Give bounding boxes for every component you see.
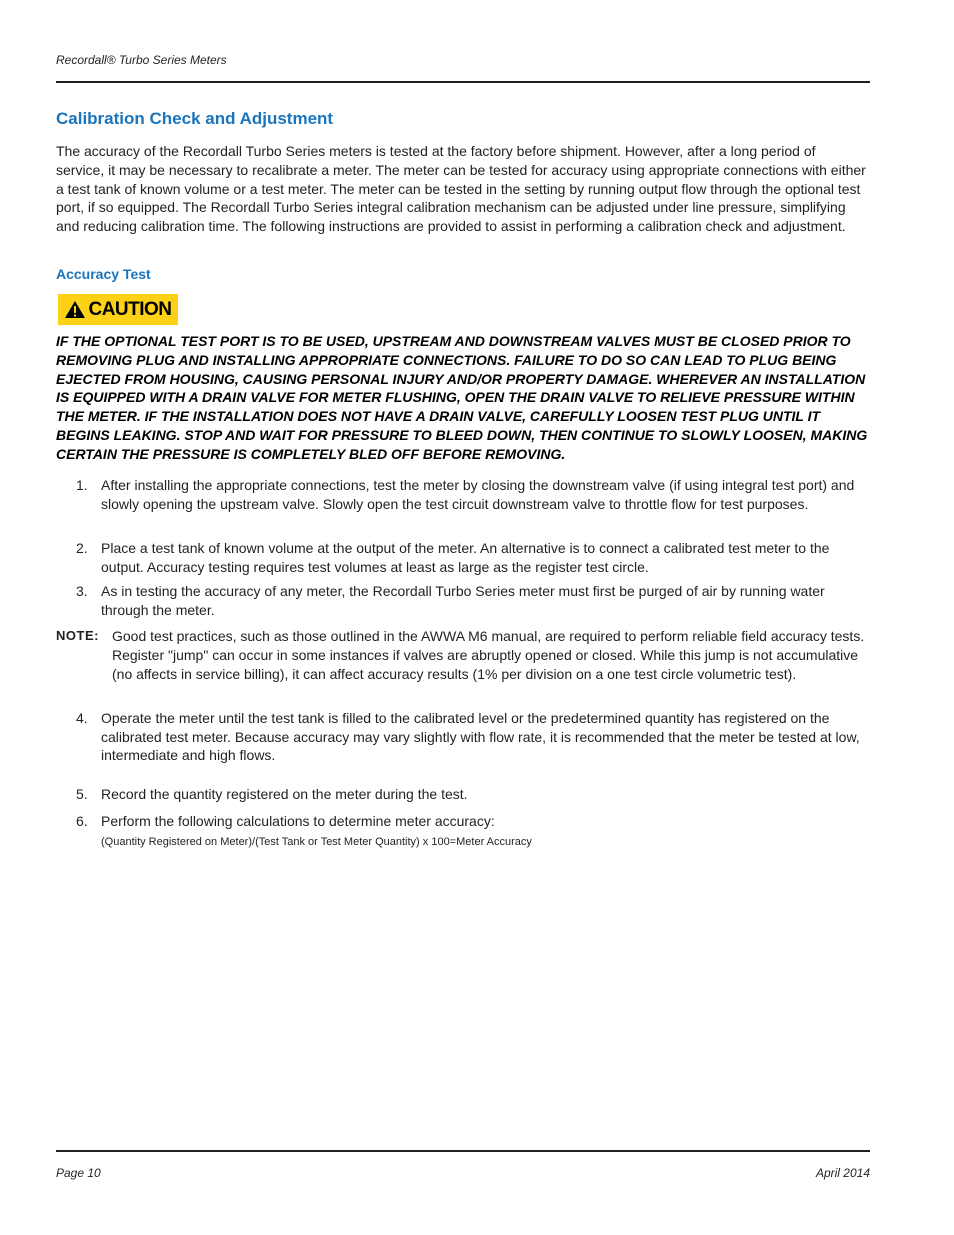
accuracy-test-heading: Accuracy Test <box>56 266 151 282</box>
step-number: 2. <box>76 540 88 556</box>
step-number: 5. <box>76 786 88 802</box>
note-label: NOTE: <box>56 628 99 643</box>
header-divider <box>56 81 870 83</box>
step-text-with-formula <box>101 812 868 850</box>
note-block <box>56 627 868 683</box>
step-text: Record the quantity registered on the meter during the test. <box>101 786 468 802</box>
step-text: Place a test tank of known volume at the output of the meter. An alternative is to connect a calibrated test meter to the output. Accuracy testing requires test volumes at least as large as the register test circle. <box>101 540 830 575</box>
step-number: 1. <box>76 477 88 493</box>
list-item <box>76 785 868 804</box>
caution-warning-text: IF THE OPTIONAL TEST PORT IS TO BE USED, UPSTREAM AND DOWNSTREAM VALVES MUST BE CLOSED PRIOR TO REMOVING PLUG AND INSTALLING APPROPRIATE CONNECTIONS. FAILURE TO DO SO CAN LEAD TO PLUG BEING EJECTED FROM HOUSING, CAUSING PERSONAL INJURY AND/OR PROPERTY DAMAGE. WHEREVER AN INSTALLATION IS EQUIPPED WITH A DRAIN VALVE FOR METER FLUSHING, OPEN THE DRAIN VALVE TO RELIEVE PRESSURE WITHIN THE METER. IF THE INSTALLATION DOES NOT HAVE A DRAIN VALVE, CAREFULLY LOOSEN TEST PLUG UNTIL IT BEGINS LEAKING. STOP AND WAIT FOR PRESSURE TO BLEED DOWN, THEN CONTINUE TO SLOWLY LOOSEN, MAKING CERTAIN THE PRESSURE IS COMPLETELY BLED OFF BEFORE REMOVING. <box>56 333 868 462</box>
section-title: Calibration Check and Adjustment <box>56 109 334 128</box>
list-item <box>76 812 868 850</box>
accuracy-formula: (Quantity Registered on Meter)/(Test Tank or Test Meter Quantity) x 100=Meter Accuracy <box>101 835 532 848</box>
step-number: 3. <box>76 583 88 599</box>
list-item <box>76 709 868 765</box>
warning-triangle-icon <box>64 300 86 319</box>
page-number: Page 10 <box>56 1166 101 1180</box>
note-text: Good test practices, such as those outlined in the AWWA M6 manual, are required to perform reliable field accuracy tests. Register "jump" can occur in some instances if valves are abruptly opened or closed. While this jump is not accumulative (no affects in service billing), it can affect accuracy results (1% per division on a one test circle volumetric test). <box>112 628 865 682</box>
footer-divider <box>56 1150 870 1152</box>
publication-date: April 2014 <box>815 1166 870 1180</box>
step-number: 4. <box>76 710 88 726</box>
caution-label-box <box>58 294 178 325</box>
step-text: As in testing the accuracy of any meter, the Recordall Turbo Series meter must first be purged of air by running water through the meter. <box>101 583 825 618</box>
step-text: Operate the meter until the test tank is filled to the calibrated level or the predetermined quantity has registered on the calibrated test meter. Because accuracy may vary slightly with flow rate, it is recommended that the meter be tested at low, intermediate and high flows. <box>101 710 860 763</box>
step-text: Perform the following calculations to determine meter accuracy: <box>101 813 495 829</box>
step-text: After installing the appropriate connections, test the meter by closing the downstream valve (if using integral test port) and slowly opening the upstream valve. Slowly open the test circuit downstream valve to throttle flow for test purposes. <box>101 477 855 512</box>
step-number: 6. <box>76 813 88 829</box>
intro-paragraph: The accuracy of the Recordall Turbo Series meters is tested at the factory before shipment. However, after a long period of service, it may be necessary to recalibrate a meter. The meter can be tested for accuracy using appropriate connections with either a test tank of known volume or a test meter. The meter can be tested in the setting by running output flow through the optional test port, if so equipped. The Recordall Turbo Series integral calibration mechanism can be adjusted under line pressure, simplifying and reducing calibration time. The following instructions are provided to assist in performing a calibration check and adjustment. <box>56 143 866 235</box>
list-item <box>76 582 868 619</box>
running-header: Recordall® Turbo Series Meters <box>56 53 227 67</box>
list-item <box>76 476 868 513</box>
caution-label: CAUTION <box>88 298 172 320</box>
list-item <box>76 539 868 576</box>
